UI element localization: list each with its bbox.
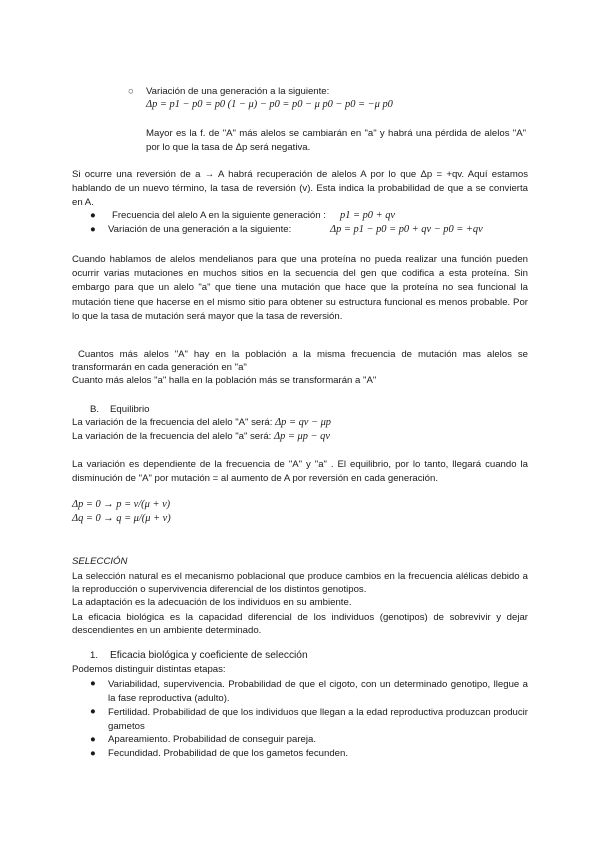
efficacy-bullet-4 bbox=[90, 748, 528, 759]
sub-item-marker: ○ bbox=[128, 86, 134, 97]
equilibrium-eq-1: Δp = 0 → p = v/(μ + v) bbox=[72, 499, 171, 510]
efficacy-bullet-1 bbox=[90, 678, 528, 706]
efficacy-heading: Eficacia biológica y coeficiente de selección bbox=[110, 650, 308, 661]
equilibrium-number: B. bbox=[90, 404, 100, 415]
selection-heading: SELECCIÓN bbox=[72, 556, 128, 567]
selection-paragraph-2: La adaptación es la adecuación de los individuos en su ambiente. bbox=[72, 597, 352, 608]
efficacy-bullet-2 bbox=[90, 706, 528, 734]
bullet-dot-icon: ● bbox=[90, 210, 96, 221]
variation-note: Mayor es la f. de "A" más alelos se cambiarán en "a" y habrá una pérdida de alelos "A" por lo que la tasa de Δp será negativa. bbox=[146, 128, 526, 153]
bullet-formula: p1 = p0 + qv bbox=[340, 210, 396, 221]
selection-paragraph-3: La eficacia biológica es la capacidad diferencial de los individuos (genotipos) de sobrevivir y dejar descendientes en un ambiente determinado. bbox=[72, 612, 528, 636]
efficacy-bullet-3 bbox=[90, 734, 528, 745]
bullet-dot-icon: ● bbox=[90, 734, 96, 745]
equilibrium-eq-2: Δq = 0 → q = μ/(μ + v) bbox=[72, 513, 171, 524]
bullet-label: Frecuencia del alelo A en la siguiente generación : bbox=[112, 210, 326, 221]
bullet-dot-icon: ● bbox=[90, 678, 96, 689]
variation-title: Variación de una generación a la siguiente: bbox=[146, 86, 330, 97]
bullet-dot-icon: ● bbox=[90, 224, 96, 235]
bullet-text: Apareamiento. Probabilidad de conseguir pareja. bbox=[108, 734, 316, 745]
equilibrium-line-2-formula: Δp = μp − qv bbox=[274, 431, 330, 442]
equilibrium-text: La variación es dependiente de la frecuencia de "A" y "a" . El equilibrio, por lo tanto, llegará cuando la disminución de "A" por mutación = al aumento de A por reversión en cada generación. bbox=[72, 459, 528, 484]
selection-paragraph-1: La selección natural es el mecanismo poblacional que produce cambios en la frecuencia alélicas debido a la reproducción o supervivencia diferencial de los distintos genotipos. bbox=[72, 571, 528, 595]
reversion-intro: Si ocurre una reversión de a → A habrá recuperación de alelos A por lo que Δp = +qv. Aquí estamos hablando de un nuevo término, la tasa de reversión (v). Esta indica la probabilidad de que a se convierta en A. bbox=[72, 169, 528, 208]
bullet-text: Fertilidad. Probabilidad de que los individuos que llegan a la edad reproductiva produzcan producir gametos bbox=[108, 707, 528, 732]
bullet-text: Fecundidad. Probabilidad de que los gametos fecunden. bbox=[108, 748, 349, 759]
equilibrium-line-2-label: La variación de la frecuencia del alelo "a" será: bbox=[72, 431, 272, 442]
mendelian-paragraph: Cuando hablamos de alelos mendelianos para que una proteína no pueda realizar una función pueden ocurrir varias mutaciones en muchos sitios en la secuencia del gen que codifica a esta proteína. Sin embargo para que un alelo "a" que tiene una mutación que hace que la proteína no sea funcional la mutación tiene que hacerse en el mismo sitio para obtener su estructura funcional es menos probable. Por lo que la tasa de mutación será mayor que la tasa de reversión. bbox=[72, 254, 528, 322]
efficacy-number: 1. bbox=[90, 650, 99, 661]
bullet-dot-icon: ● bbox=[90, 706, 96, 717]
equilibrium-heading: Equilibrio bbox=[110, 404, 150, 415]
equilibrium-line-1-formula: Δp = qv − μp bbox=[275, 417, 332, 428]
bullet-text: Variabilidad, supervivencia. Probabilidad de que el cigoto, con un determinado genotipo, llegue a la fase reproductiva (adulto). bbox=[108, 679, 528, 704]
equilibrium-line-1-label: La variación de la frecuencia del alelo "A" será: bbox=[72, 417, 273, 428]
population-paragraph-2: Cuanto más alelos "a" halla en la población más se transformarán a "A" bbox=[72, 375, 377, 386]
bullet-dot-icon: ● bbox=[90, 748, 96, 759]
variation-formula: Δp = p1 − p0 = p0 (1 − μ) − p0 = p0 − μ p0 − p0 = −μ p0 bbox=[146, 99, 393, 110]
population-paragraph-1: Cuantos más alelos "A" hay en la población a la misma frecuencia de mutación mas alelos se transformarán en cada generación en "a" bbox=[72, 349, 528, 373]
bullet-label: Variación de una generación a la siguiente: bbox=[108, 224, 292, 235]
efficacy-intro: Podemos distinguir distintas etapas: bbox=[72, 664, 226, 675]
bullet-formula: Δp = p1 − p0 = p0 + qv − p0 = +qv bbox=[330, 224, 483, 235]
